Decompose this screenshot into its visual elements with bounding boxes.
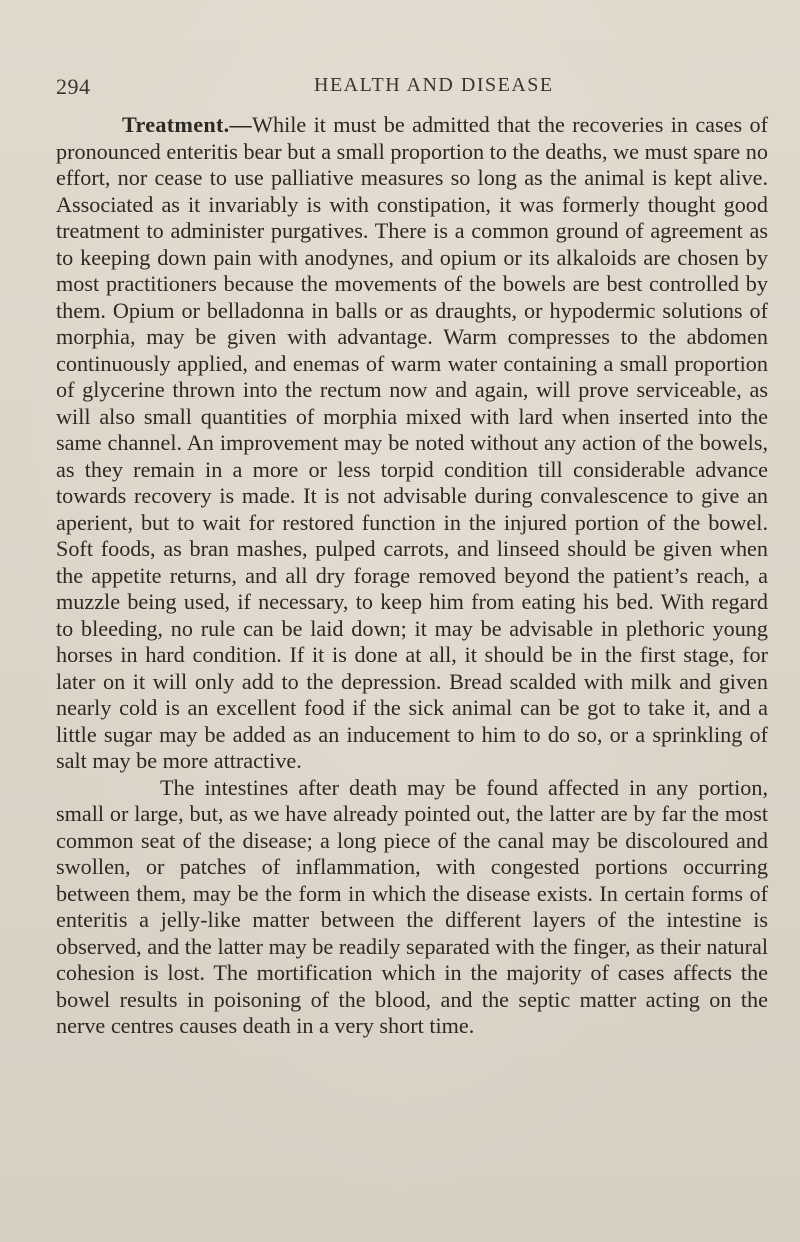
paragraph-2-text: The intestines after death may be found affected in any portion, small or large, but, as we have already pointed out, the latter are by far the most common seat of the disease; a long piece of the canal may be discoloured and swollen, or patches of inflammation, with congested portions occurring between them, may be the form in which the disease exists. In certain forms of enteritis a jelly-like matter between the different layers of the intestine is observed, and the latter may be readily separated with the finger, as their natural cohesion is lost. The mortification which in the majority of cases affects the bowel results in poisoning of the blood, and the septic matter acting on the nerve centres causes death in a very short time.: [56, 774, 768, 1038]
paragraph-1-text: While it must be admitted that the recoveries in cases of pronounced enteritis bear but a small proportion to the deaths, we must spare no effort, nor cease to use palliative measures so long as the animal is kept alive. Associated as it invariably is with constipation, it was formerly thought good treatment to administer purgatives. There is a common ground of agreement as to keeping down pain with anodynes, and opium or its alkaloids are chosen by most practitioners because the movements of the bowels are best controlled by them. Opium or belladonna in balls or as draughts, or hypodermic solutions of morphia, may be given with advantage. Warm compresses to the abdomen continuously applied, and enemas of warm water containing a small proportion of glycerine thrown into the rectum now and again, will prove serviceable, as will also small quantities of morphia mixed with lard when inserted into the same channel. An improvement may be noted without any action of the bowels, as they remain in a more or less torpid condition till considerable advance towards recovery is made. It is not advisable during convalescence to give an aperient, but to wait for restored function in the injured portion of the bowel. Soft foods, as bran mashes, pulped carrots, and linseed should be given when the appetite returns, and all dry forage removed beyond the patient’s reach, a muzzle being used, if necessary, to keep him from eating his bed. With regard to bleeding, no rule can be laid down; it may be advisable in plethoric young horses in hard condition. If it is done at all, it should be in the first stage, for later on it will only add to the depression. Bread scalded with milk and given nearly cold is an excellent food if the sick animal can be got to take it, and a little sugar may be added as an inducement to him to do so, or a sprinkling of salt may be more attractive.: [56, 112, 768, 773]
running-head: HEALTH AND DISEASE: [314, 74, 554, 96]
page-number: 294: [56, 74, 91, 99]
page-header: [56, 74, 760, 104]
body-text: [56, 112, 768, 1040]
section-title: Treatment.—: [122, 112, 253, 137]
paragraph-treatment: [56, 112, 768, 775]
paragraph-post-mortem: [56, 775, 768, 1040]
